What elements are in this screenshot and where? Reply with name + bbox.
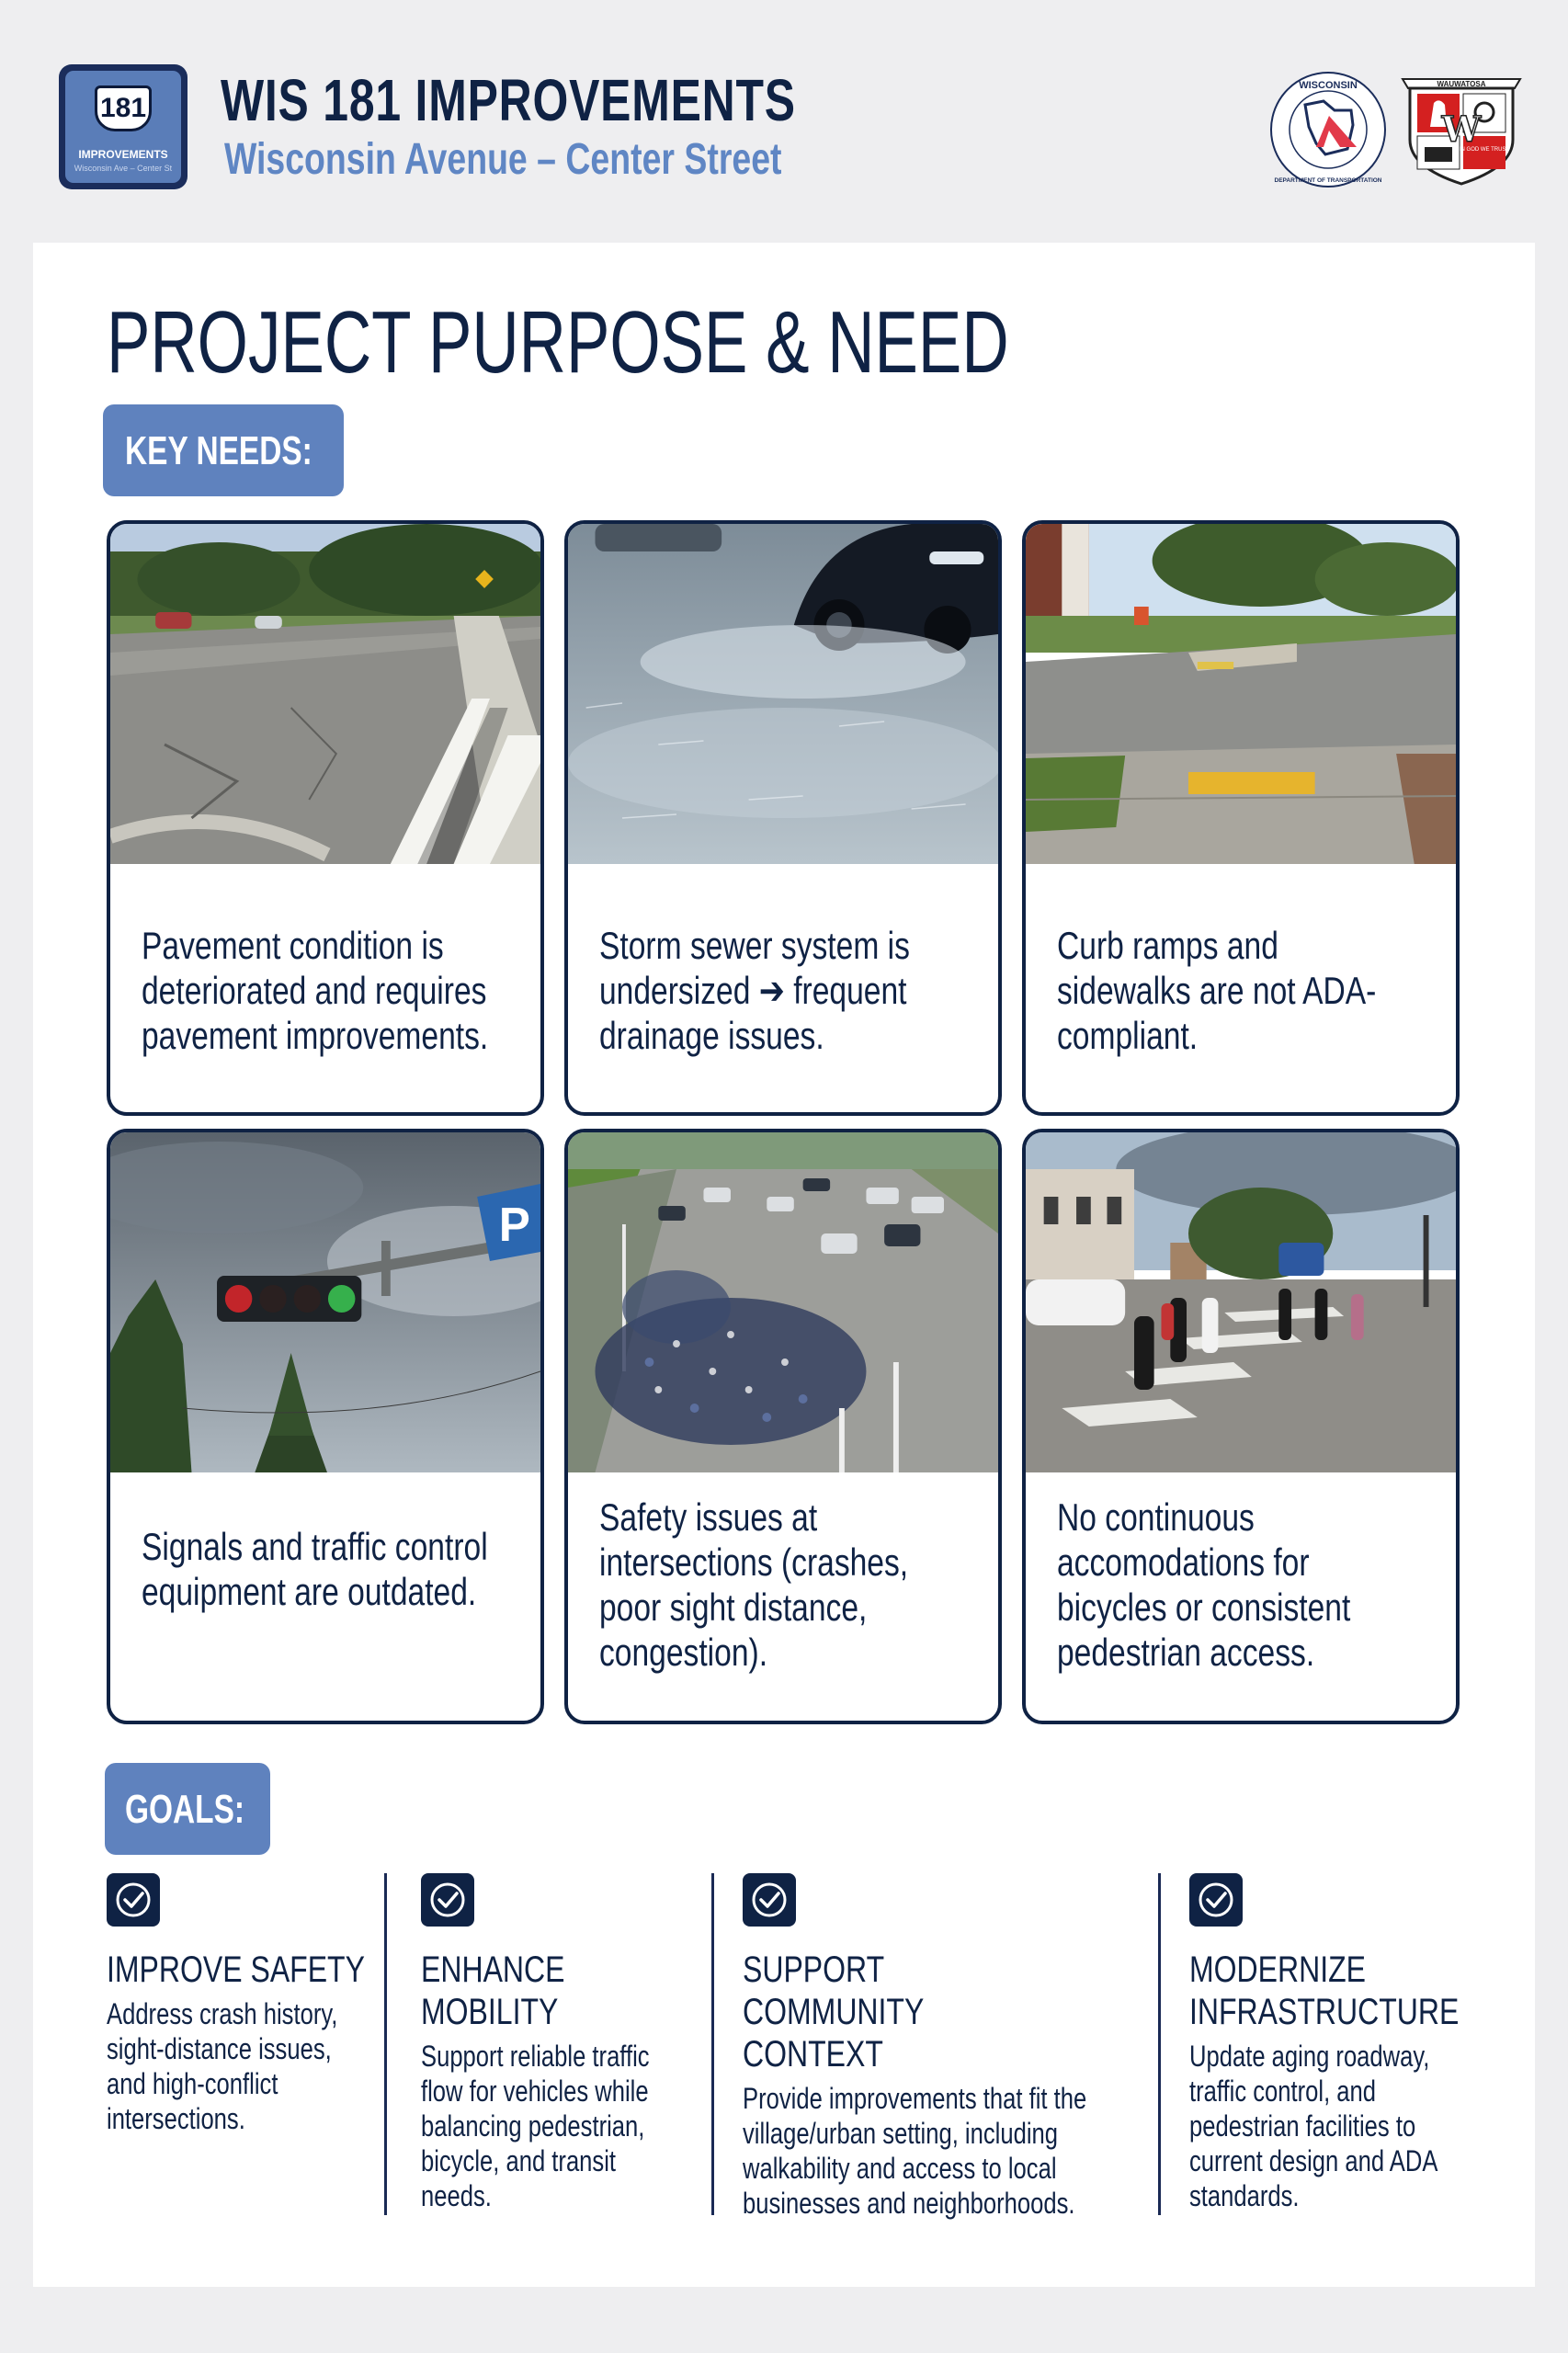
goal-improve-safety [107,1873,382,2136]
wisdot-logo-text-top: WISCONSIN [1299,80,1358,91]
wisdot-logo-text-bottom: DEPARTMENT OF TRANSPORTATION [1274,177,1382,184]
need-card-curb-ramps [1022,520,1460,1116]
key-needs-label: KEY NEEDS: [125,428,312,473]
goal-title: ENHANCE MOBILITY [421,1949,565,2032]
wisdot-logo [1268,70,1388,189]
wauwatosa-logo-text: WAUWATOSA [1437,80,1486,88]
goal-text: Update aging roadway, traffic control, and pedestrian facilities to current design and ADA standards. [1189,2040,1437,2212]
goal-title: SUPPORT COMMUNITY CONTEXT [743,1949,924,2075]
goal-text: Address crash history, sight-distance issues, and high-conflict intersections. [107,1997,338,2135]
checkbox-icon [743,1873,796,1927]
wauwatosa-seal-logo [1397,66,1526,188]
goal-text: Provide improvements that fit the village/urban setting, including walkability and access to local businesses and neighborhoods. [743,2082,1087,2220]
goal-divider [1158,1873,1161,2215]
shield-sub: Wisconsin Ave – Center St [74,164,173,173]
checkbox-icon [107,1873,160,1927]
pavement-photo [110,524,540,864]
header [0,0,1568,239]
goal-enhance-mobility [421,1873,697,2213]
shield-number: 181 [95,85,152,131]
need-text-curb-ramps: Curb ramps and sidewalks are not ADA-compliant. [1057,924,1377,1057]
need-card-intersection-safety [564,1129,1002,1724]
curb-ramp-photo [1026,524,1456,864]
content-panel [33,243,1535,2287]
need-text-drainage: Storm sewer system is undersized ➔ frequent drainage issues. [599,924,910,1057]
goal-support-community-context [743,1873,1147,2221]
checkbox-icon [1189,1873,1243,1927]
svg-text:W: W [1441,108,1482,150]
goal-title: MODERNIZE INFRASTRUCTURE [1189,1949,1460,2032]
wis-181-shield-logo [59,64,187,189]
key-needs-heading [103,404,344,496]
goal-divider [711,1873,714,2215]
need-text-signals: Signals and traffic control equipment are outdated. [142,1525,488,1613]
crowded-intersection-photo [568,1132,998,1472]
need-card-drainage [564,520,1002,1116]
page-title: PROJECT PURPOSE & NEED [107,293,1009,392]
need-card-bike-ped-access [1022,1129,1460,1724]
shield-label: IMPROVEMENTS [78,148,168,161]
need-text-pavement: Pavement condition is deteriorated and requires pavement improvements. [142,924,489,1057]
traffic-signal-photo [110,1132,540,1472]
goals-heading [105,1763,270,1855]
need-card-signals [107,1129,544,1724]
checkbox-icon [421,1873,474,1927]
flooded-road-photo [568,524,998,864]
wauwatosa-logo-motto: IN GOD WE TRUST [1459,147,1510,153]
goals-label: GOALS: [125,1787,245,1832]
need-card-pavement [107,520,544,1116]
need-text-bike-ped-access: No continuous accomodations for bicycles or consistent pedestrian access. [1057,1495,1351,1674]
svg-text:P: P [498,1197,530,1252]
need-text-intersection-safety: Safety issues at intersections (crashes, poor sight distance, congestion). [599,1495,909,1674]
goal-text: Support reliable traffic flow for vehicles while balancing pedestrian, bicycle, and transit needs. [421,2040,650,2212]
pedestrian-crosswalk-photo [1026,1132,1456,1472]
goal-title: IMPROVE SAFETY [107,1949,365,1990]
project-title: WIS 181 IMPROVEMENTS [221,67,796,133]
goal-modernize-infrastructure [1189,1873,1483,2213]
project-subtitle: Wisconsin Avenue – Center Street [224,135,782,184]
goal-divider [384,1873,387,2215]
